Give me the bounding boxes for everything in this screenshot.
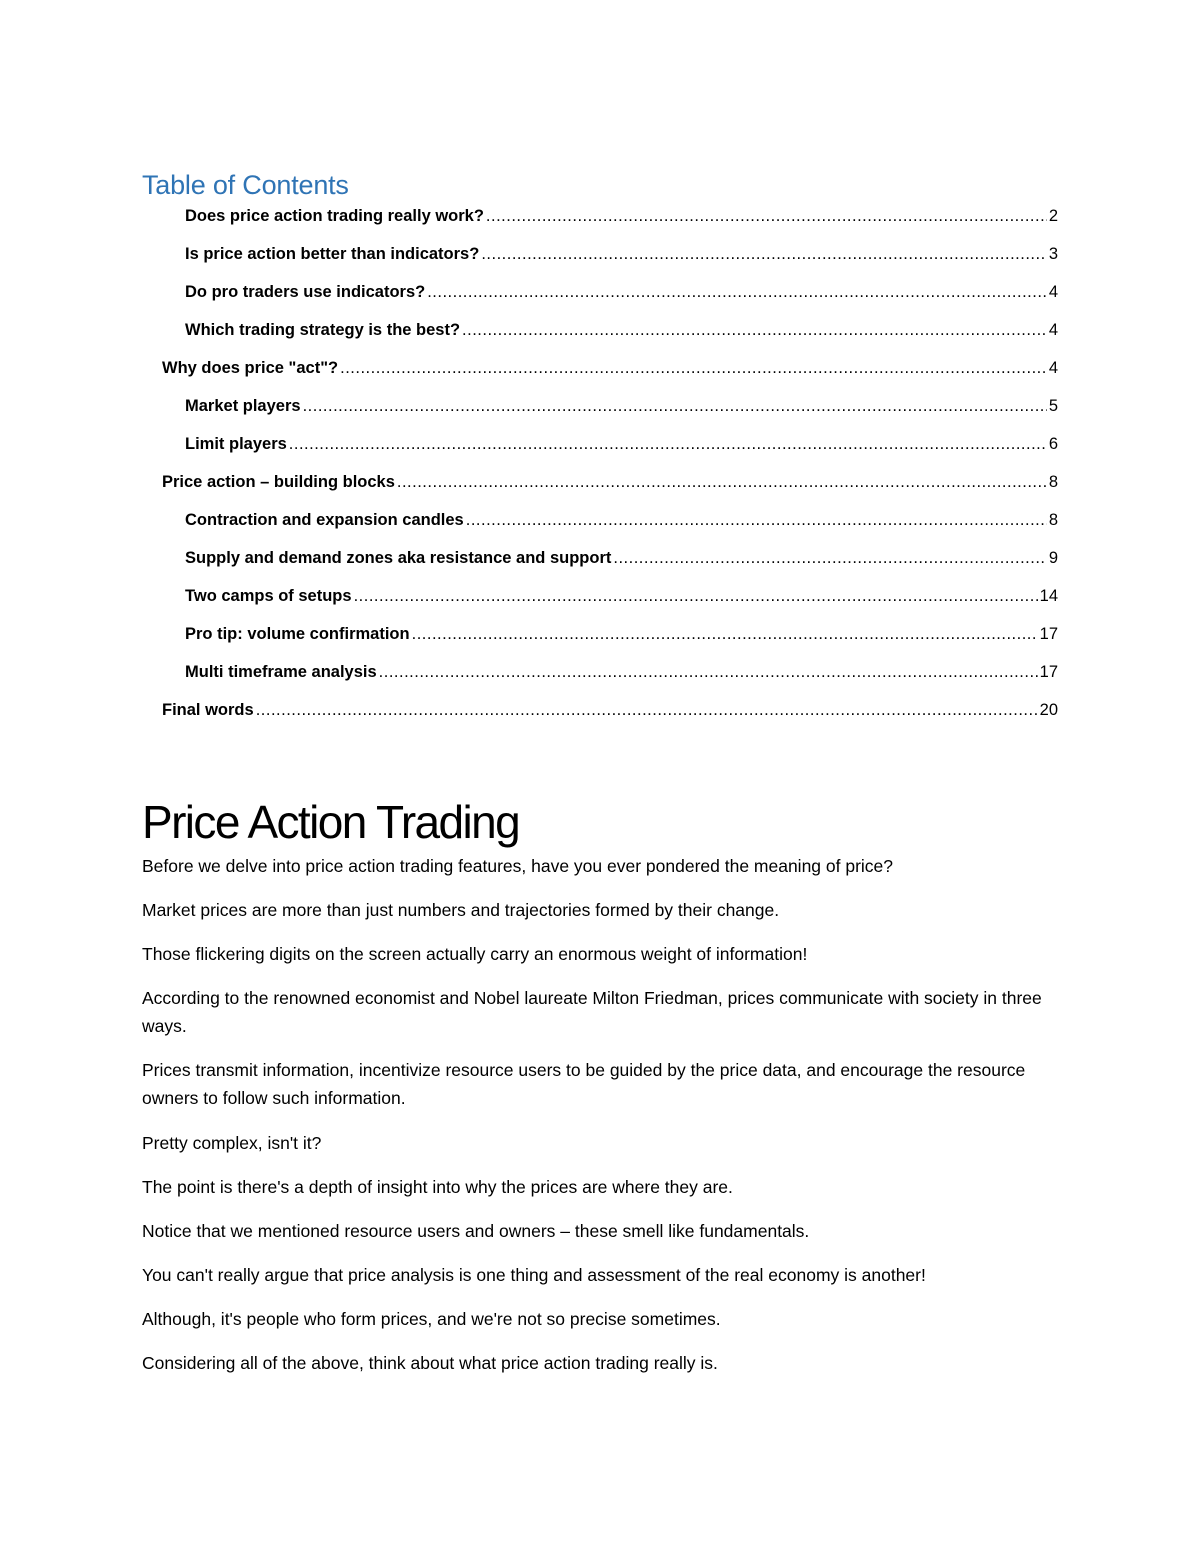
paragraph: Considering all of the above, think about what price action trading really is.	[142, 1353, 718, 1373]
toc-entry-title: Market players	[185, 397, 301, 415]
paragraph: Before we delve into price action trading features, have you ever pondered the meaning of price?	[142, 856, 894, 876]
toc-entry-title: Pro tip: volume confirmation	[185, 625, 410, 643]
toc-entry-title: Price action – building blocks	[162, 473, 395, 491]
toc-entry-title: Why does price "act"?	[162, 359, 339, 377]
toc-entry[interactable]	[185, 318, 1058, 342]
toc-entry[interactable]	[185, 432, 1058, 456]
toc-entry[interactable]	[185, 280, 1058, 304]
toc-entry-page: 9	[1048, 549, 1058, 567]
toc-dot-leader	[303, 394, 1047, 418]
toc-entry[interactable]	[185, 546, 1058, 570]
paragraph: Those flickering digits on the screen actually carry an enormous weight of information!	[142, 944, 808, 964]
paragraph: According to the renowned economist and Nobel laureate Milton Friedman, prices communicate with society in three ways.	[142, 988, 1042, 1036]
toc-dot-leader	[412, 622, 1038, 646]
toc-entry-title: Final words	[162, 701, 254, 719]
article-title: Price Action Trading	[142, 796, 520, 848]
toc-entry[interactable]	[162, 698, 1058, 722]
toc-dot-leader	[379, 660, 1038, 684]
toc-entry-title: Limit players	[185, 435, 287, 453]
toc-entry-page: 8	[1048, 511, 1058, 529]
toc-entry[interactable]	[185, 204, 1058, 228]
paragraph: Although, it's people who form prices, and we're not so precise sometimes.	[142, 1309, 721, 1329]
toc-entry[interactable]	[185, 660, 1058, 684]
toc-entry[interactable]	[185, 584, 1058, 608]
paragraph: Notice that we mentioned resource users and owners – these smell like fundamentals.	[142, 1221, 810, 1241]
toc-entry-page: 4	[1048, 321, 1058, 339]
toc-entry-page: 3	[1048, 245, 1058, 263]
toc-heading: Table of Contents	[142, 170, 349, 200]
toc-entry-title: Supply and demand zones aka resistance and support	[185, 549, 612, 567]
toc-entry-page: 6	[1048, 435, 1058, 453]
toc-dot-leader	[613, 546, 1046, 570]
toc-entry-title: Contraction and expansion candles	[185, 511, 464, 529]
paragraph: Prices transmit information, incentivize resource users to be guided by the price data, and encourage the resource owners to follow such information.	[142, 1060, 1026, 1108]
toc-dot-leader	[397, 470, 1047, 494]
toc-entry-page: 20	[1039, 701, 1058, 719]
toc-dot-leader	[256, 698, 1038, 722]
toc-entry[interactable]	[162, 470, 1058, 494]
toc-entry[interactable]	[185, 394, 1058, 418]
toc-entry-page: 5	[1048, 397, 1058, 415]
paragraph: Pretty complex, isn't it?	[142, 1133, 322, 1153]
toc-dot-leader	[340, 356, 1047, 380]
toc-entry-title: Multi timeframe analysis	[185, 663, 377, 681]
toc-dot-leader	[462, 318, 1047, 342]
toc-dot-leader	[466, 508, 1047, 532]
toc-entry-page: 8	[1048, 473, 1058, 491]
toc-entry[interactable]	[162, 356, 1058, 380]
toc-entry-title: Do pro traders use indicators?	[185, 283, 426, 301]
toc-dot-leader	[289, 432, 1047, 456]
toc-entry-title: Two camps of setups	[185, 587, 352, 605]
toc-entry[interactable]	[185, 242, 1058, 266]
toc-entry-page: 4	[1048, 283, 1058, 301]
paragraph: The point is there's a depth of insight into why the prices are where they are.	[142, 1177, 733, 1197]
toc-entry[interactable]	[185, 622, 1058, 646]
toc-dot-leader	[427, 280, 1047, 304]
toc-entry-title: Does price action trading really work?	[185, 207, 484, 225]
toc-entry-page: 14	[1039, 587, 1058, 605]
paragraph: You can't really argue that price analysis is one thing and assessment of the real economy is another!	[142, 1265, 926, 1285]
toc-entry-title: Which trading strategy is the best?	[185, 321, 461, 339]
toc-dot-leader	[486, 204, 1047, 228]
toc-entry-page: 4	[1048, 359, 1058, 377]
toc-entry[interactable]	[185, 508, 1058, 532]
toc-entry-title: Is price action better than indicators?	[185, 245, 480, 263]
paragraph: Market prices are more than just numbers and trajectories formed by their change.	[142, 900, 780, 920]
toc-dot-leader	[481, 242, 1047, 266]
toc-entry-page: 17	[1039, 625, 1058, 643]
toc-entry-page: 2	[1048, 207, 1058, 225]
toc-entry-page: 17	[1039, 663, 1058, 681]
toc-dot-leader	[354, 584, 1038, 608]
